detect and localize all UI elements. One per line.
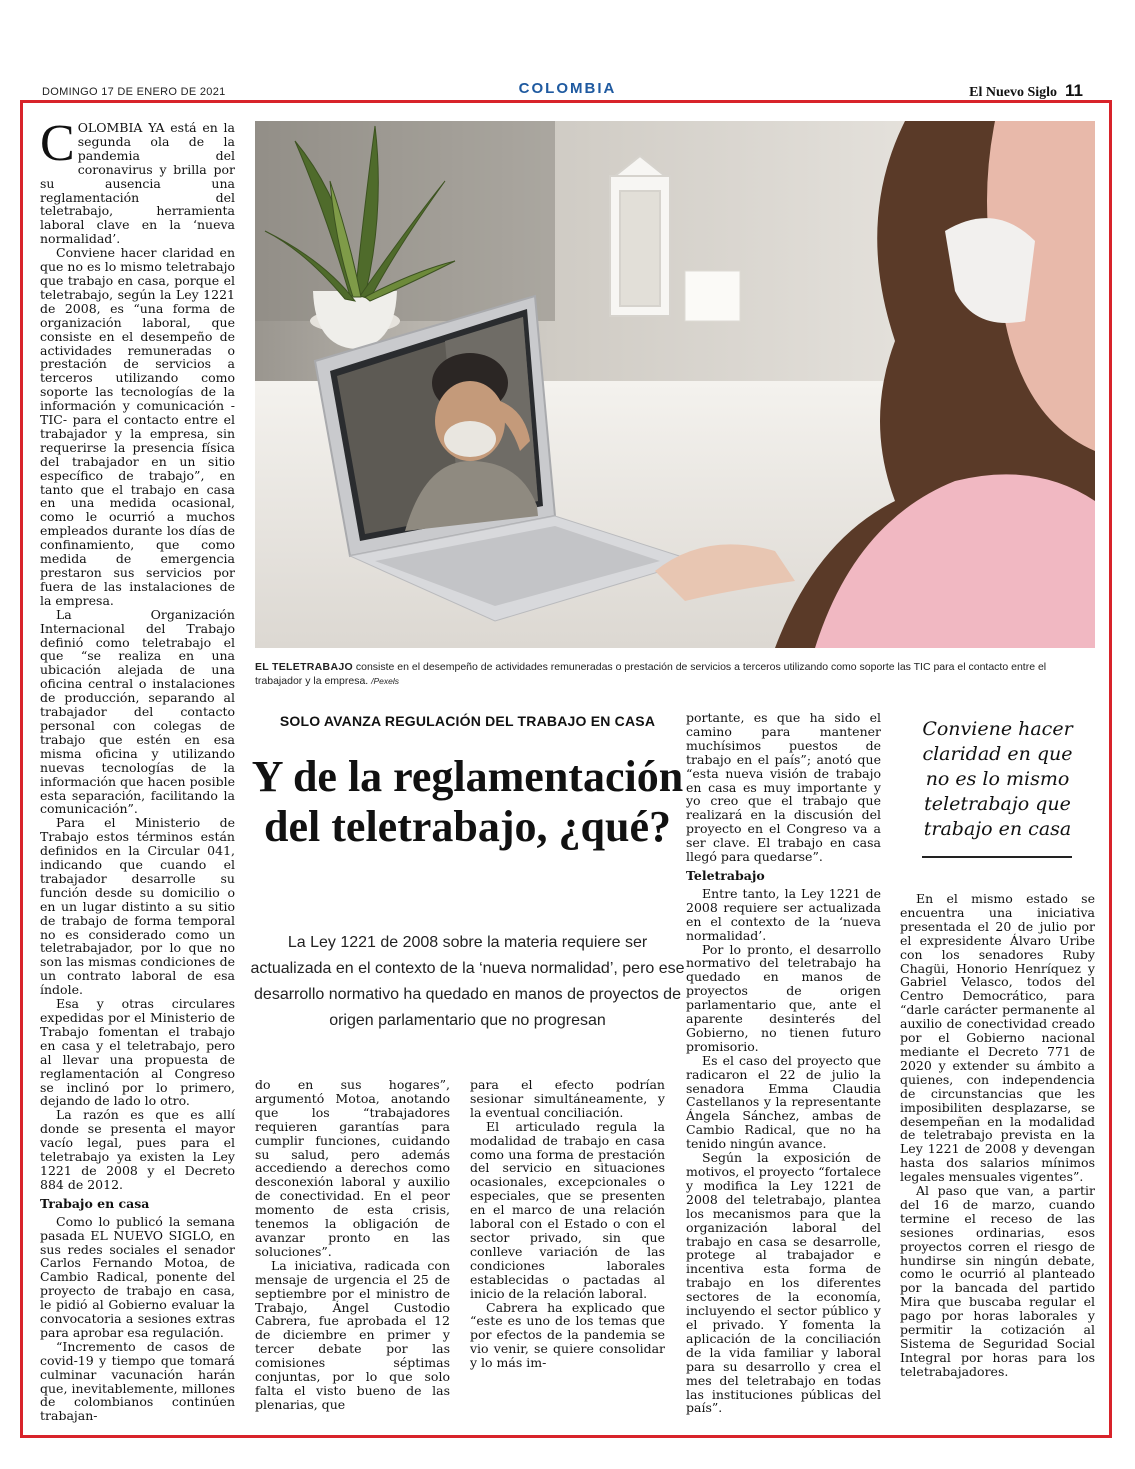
column-4: [686, 711, 881, 1415]
paragraph: Como lo publicó la semana pasada EL NUEVO SIGLO, en sus redes sociales el senador Carlos Fernando Motoa, de Cambio Radical, ponente del proyecto de trabajo en casa, le pidió al Gobierno evaluar la convocatoria a sesiones extras para aprobar esa regulación.: [40, 1213, 235, 1340]
paragraph: Por lo pronto, el desarrollo normativo del teletrabajo ha quedado en manos de proyectos de origen parlamentario que, ante el aparente desinterés del Gobierno, no tienen futuro promisorio.: [686, 941, 881, 1054]
paragraph: para el efecto podrían sesionar simultáneamente, y la eventual conciliación.: [470, 1077, 665, 1120]
section-name: COLOMBIA: [518, 80, 617, 97]
paragraph: Entre tanto, la Ley 1221 de 2008 requiere ser actualizada en el contexto de la ‘nueva normalidad’.: [686, 885, 881, 943]
newspaper-name: [969, 81, 1083, 101]
paragraph: En el mismo estado se encuentra una iniciativa presentada el 20 de julio por el expresidente Álvaro Uribe con los senadores Ruby Chagüi, Honorio Henríquez y Gabriel Velasco, todos del Centro Democrático, para “darle carácter permanente al auxilio de conectividad creado por el Gobierno nacional mediante el Decreto 771 de 2020 y extender su ámbito a quienes, con independencia de circunstancias que les imposibiliten desplazarse, se desempeñan en la modalidad de teletrabajo prevista en la Ley 1221 de 2008 y devengan hasta dos salarios mínimos legales mensuales vigentes”.: [900, 891, 1095, 1185]
drop-cap: C: [40, 115, 75, 172]
paragraph: La razón es que es allí donde se presenta el mayor vacío legal, pues para el teletrabajo ya existen la Ley 1221 de 2008 y el Decreto 884 de 2012.: [40, 1107, 235, 1192]
headline: Y de la reglamentación del teletrabajo, ¿qué?: [251, 752, 684, 851]
paragraph: Según la exposición de motivos, el proyecto “fortalece y modifica la Ley 1221 de 2008 del teletrabajo, plantea los mecanismos para que la organización laboral del trabajo en casa se desarrolle, protege al trabajador e incentiva esta forma de trabajo en los diferentes sectores de la economía, incluyendo el sector público y el privado. Y fomenta la aplicación de la conciliación de la vida familiar y laboral para su desarrollo y crea el mes del teletrabajo en todas las instituciones públicas del país”.: [686, 1150, 881, 1416]
deck: La Ley 1221 de 2008 sobre la materia requiere ser actualizada en el contexto de la ‘nueva normalidad’, pero ese desarrollo normativo ha quedado en manos de proyectos de origen parlamentario que no progresan: [250, 934, 685, 1029]
subheading: Trabajo en casa: [40, 1195, 150, 1211]
photo-credit: /Pexels: [371, 676, 400, 686]
paragraph: La iniciativa, radicada con mensaje de urgencia el 25 de septiembre por el ministro de Trabajo, Ángel Custodio Cabrera, fue aprobada el 12 de diciembre en primer y tercer debate por las comisiones séptimas conjuntas, por lo que solo falta el visto bueno de las plenarias, que: [255, 1257, 450, 1412]
pull-quote: Conviene hacer claridad en que no es lo mismo teletrabajo que trabajo en casa: [922, 718, 1073, 840]
pull-quote-rule: [922, 856, 1072, 858]
paragraph: El articulado regula la modalidad de trabajo en casa como una forma de prestación del servicio en situaciones ocasionales, excepcionales o especiales, que se presenten en el marco de una relación laboral con el Estado o con el sector privado, sin que conlleve variación de las condiciones laborales establecidas o pactadas al inicio de la relación laboral.: [470, 1118, 665, 1301]
paragraph: Para el Ministerio de Trabajo estos términos están definidos en la Circular 041, indicando que cuando el trabajador desarrolle su función desde su domicilio o en un lugar distinto a su sitio de trabajo de forma temporal no es considerado como un teletrabajador, por lo que no son las mismas condiciones de un contrato laboral de esa índole.: [40, 815, 235, 998]
column-2: [255, 1078, 450, 1412]
paragraph: do en sus hogares”, argumentó Motoa, anotando que los “trabajadores requieren garantías para cumplir funciones, cuidando su salud, pero además accediendo a derechos como desconexión laboral y auxilio de conectividad. En el peor momento de esta crisis, tenemos la obligación de avanzar pronto en las soluciones”.: [255, 1077, 450, 1259]
paragraph: “Incremento de casos de covid-19 y tiempo que tomará culminar vacunación harán que, inevitablemente, millones de colombianos continúen trabajan-: [40, 1338, 235, 1424]
kicker: SOLO AVANZA REGULACIÓN DEL TRABAJO EN CASA: [279, 713, 656, 729]
issue-date: DOMINGO 17 DE ENERO DE 2021: [42, 86, 226, 98]
photo-caption: EL TELETRABAJO consiste en el desempeño de actividades remuneradas o prestación de servicios a terceros utilizando como soporte las TIC para el contacto entre el trabajador y la empresa. /Pexels: [255, 661, 1047, 687]
newspaper-title: El Nuevo Siglo: [969, 85, 1058, 100]
column-3: [470, 1078, 665, 1370]
paragraph: portante, es que ha sido el camino para mantener muchísimos puestos de trabajo en el país”; anotó que “esta nueva visión de trabajo en casa es muy importante y yo creo que el trabajo que realizará en la discusión del proyecto en el Congreso va a ser clave. El trabajo en casa llegó para quedarse”.: [686, 710, 881, 865]
paragraph: Conviene hacer claridad en que no es lo mismo teletrabajo que trabajo en casa, porque el teletrabajo, según la Ley 1221 de 2008, es “una forma de organización laboral, que consiste en el desempeño de actividades remuneradas o prestación de servicios a terceros utilizando como soporte las tecnologías de la información y comunicación -TIC- para el contacto entre el trabajador y la empresa, sin requerirse la presencia física del trabajador en un sitio específico de trabajo”, en tanto que el trabajo en casa en una medida ocasional, como le ocurrió a muchos empleados durante los días de confinamiento, que como medida de emergencia prestaron sus servicios por fuera de las instalaciones de la empresa.: [40, 245, 235, 608]
paragraph: Es el caso del proyecto que radicaron el 22 de julio la senadora Emma Claudia Castellanos y la representante Ángela Sánchez, ambas de Cambio Radical, que no ha tenido ningún avance.: [686, 1052, 881, 1152]
page-number: 11: [1065, 81, 1083, 100]
column-5: [900, 892, 1095, 1379]
subheading: Teletrabajo: [686, 867, 765, 883]
paragraph: Esa y otras circulares expedidas por el Ministerio de Trabajo fomentan el trabajo en casa y el teletrabajo, pero al llevar una propuesta de reglamentación al Congreso se inclinó por lo primero, dejando de lado lo otro.: [40, 996, 235, 1109]
lead-paragraph: COLOMBIA YA está en la segunda ola de la pandemia del coronavirus y brilla por su ausencia una reglamentación del teletrabajo, herramienta laboral clave en la ‘nueva normalidad’.: [40, 115, 235, 247]
article-photo: [255, 121, 1095, 648]
paragraph: La Organización Internacional del Trabajo definió como teletrabajo el que “se realiza en una ubicación alejada de una oficina central o instalaciones de producción, separando al trabajador del contacto personal con colegas de trabajo que estén en esa misma oficina y utilizando nuevas tecnologías de la información que hacen posible esta separación, facilitando la comunicación”.: [40, 606, 235, 817]
lantern: [610, 156, 670, 316]
paragraph: Al paso que van, a partir del 16 de marzo, cuando termine el receso de las sesiones ordinarias, esos proyectos corren el riesgo de hundirse sin ningún debate, como le ocurrió al planteado por la bancada del partido Mira que buscaba regular el pago por horas laborales y permitir la cotización al Sistema de Seguridad Social Integral por horas para los teletrabajadores.: [900, 1183, 1095, 1379]
paragraph: Cabrera ha explicado que “este es uno de los temas que por efectos de la pandemia se vio venir, se quiere consolidar y lo más im-: [470, 1299, 665, 1371]
teleworking-illustration: [255, 121, 1095, 648]
column-1: [40, 115, 235, 1424]
